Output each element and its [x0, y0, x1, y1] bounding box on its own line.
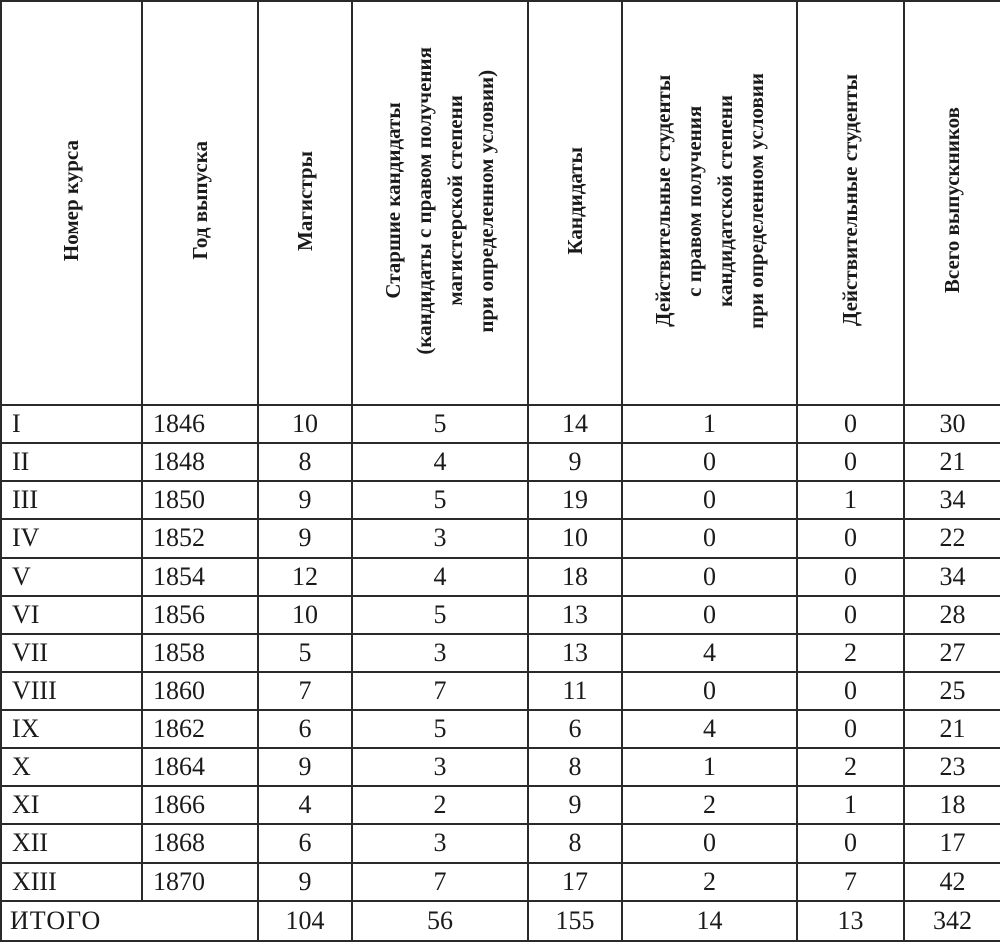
total-graduates-cell: 18	[904, 786, 1000, 824]
full-students-cell: 1	[797, 786, 904, 824]
total-graduates-cell: 30	[904, 405, 1000, 443]
table-row	[1, 519, 1000, 557]
senior-candidates-cell: 3	[352, 824, 528, 862]
full-students-cell: 0	[797, 672, 904, 710]
year-cell: 1856	[142, 596, 258, 634]
total-all-graduates: 342	[904, 901, 1000, 941]
masters-cell: 9	[258, 863, 352, 901]
course-cell: IV	[1, 519, 142, 557]
table-row	[1, 443, 1000, 481]
course-cell: V	[1, 558, 142, 596]
total-graduates-cell: 34	[904, 481, 1000, 519]
senior-candidates-cell: 5	[352, 710, 528, 748]
full-students-conditional-cell: 2	[622, 863, 797, 901]
header-candidates: Кандидаты	[528, 1, 622, 405]
full-students-conditional-cell: 4	[622, 634, 797, 672]
full-students-conditional-cell: 0	[622, 481, 797, 519]
total-graduates-cell: 28	[904, 596, 1000, 634]
masters-cell: 7	[258, 672, 352, 710]
full-students-conditional-cell: 0	[622, 596, 797, 634]
table-row	[1, 748, 1000, 786]
header-course-number: Номер курса	[1, 1, 142, 405]
full-students-conditional-cell: 0	[622, 672, 797, 710]
table-row	[1, 672, 1000, 710]
total-full-students: 13	[797, 901, 904, 941]
year-cell: 1848	[142, 443, 258, 481]
course-cell: II	[1, 443, 142, 481]
full-students-conditional-cell: 0	[622, 519, 797, 557]
total-graduates-cell: 42	[904, 863, 1000, 901]
masters-cell: 6	[258, 710, 352, 748]
senior-candidates-cell: 5	[352, 405, 528, 443]
candidates-cell: 11	[528, 672, 622, 710]
year-cell: 1850	[142, 481, 258, 519]
full-students-cell: 2	[797, 634, 904, 672]
full-students-cell: 0	[797, 710, 904, 748]
header-masters: Магистры	[258, 1, 352, 405]
year-cell: 1860	[142, 672, 258, 710]
total-row	[1, 901, 1000, 941]
course-cell: IX	[1, 710, 142, 748]
full-students-conditional-cell: 0	[622, 558, 797, 596]
senior-candidates-cell: 7	[352, 863, 528, 901]
total-graduates-cell: 22	[904, 519, 1000, 557]
course-cell: X	[1, 748, 142, 786]
total-graduates-cell: 21	[904, 710, 1000, 748]
course-cell: XII	[1, 824, 142, 862]
full-students-cell: 0	[797, 519, 904, 557]
senior-candidates-cell: 3	[352, 519, 528, 557]
header-full-students-conditional: Действительные студенты с правом получения кандидатской степени при определенном условии	[622, 1, 797, 405]
masters-cell: 4	[258, 786, 352, 824]
masters-cell: 9	[258, 748, 352, 786]
full-students-conditional-cell: 1	[622, 405, 797, 443]
full-students-conditional-cell: 0	[622, 443, 797, 481]
candidates-cell: 9	[528, 786, 622, 824]
candidates-cell: 19	[528, 481, 622, 519]
candidates-cell: 13	[528, 596, 622, 634]
total-graduates-cell: 25	[904, 672, 1000, 710]
full-students-cell: 0	[797, 596, 904, 634]
full-students-cell: 2	[797, 748, 904, 786]
candidates-cell: 14	[528, 405, 622, 443]
year-cell: 1864	[142, 748, 258, 786]
table-row	[1, 405, 1000, 443]
course-cell: VIII	[1, 672, 142, 710]
full-students-cell: 0	[797, 443, 904, 481]
senior-candidates-cell: 3	[352, 748, 528, 786]
total-masters: 104	[258, 901, 352, 941]
year-cell: 1854	[142, 558, 258, 596]
full-students-conditional-cell: 2	[622, 786, 797, 824]
course-cell: III	[1, 481, 142, 519]
full-students-cell: 0	[797, 405, 904, 443]
full-students-cell: 0	[797, 558, 904, 596]
header-graduation-year: Год выпуска	[142, 1, 258, 405]
header-total-graduates: Всего выпускников	[904, 1, 1000, 405]
course-cell: XIII	[1, 863, 142, 901]
course-cell: XI	[1, 786, 142, 824]
year-cell: 1846	[142, 405, 258, 443]
total-senior-candidates: 56	[352, 901, 528, 941]
masters-cell: 9	[258, 519, 352, 557]
table-row	[1, 596, 1000, 634]
year-cell: 1866	[142, 786, 258, 824]
senior-candidates-cell: 4	[352, 558, 528, 596]
masters-cell: 10	[258, 596, 352, 634]
year-cell: 1862	[142, 710, 258, 748]
senior-candidates-cell: 3	[352, 634, 528, 672]
total-graduates-cell: 23	[904, 748, 1000, 786]
candidates-cell: 17	[528, 863, 622, 901]
table-row	[1, 558, 1000, 596]
masters-cell: 8	[258, 443, 352, 481]
masters-cell: 12	[258, 558, 352, 596]
candidates-cell: 10	[528, 519, 622, 557]
full-students-cell: 7	[797, 863, 904, 901]
full-students-cell: 0	[797, 824, 904, 862]
masters-cell: 9	[258, 481, 352, 519]
header-row	[1, 1, 1000, 405]
senior-candidates-cell: 2	[352, 786, 528, 824]
masters-cell: 10	[258, 405, 352, 443]
candidates-cell: 13	[528, 634, 622, 672]
total-candidates: 155	[528, 901, 622, 941]
senior-candidates-cell: 5	[352, 481, 528, 519]
candidates-cell: 8	[528, 748, 622, 786]
senior-candidates-cell: 7	[352, 672, 528, 710]
total-graduates-cell: 17	[904, 824, 1000, 862]
year-cell: 1852	[142, 519, 258, 557]
table-row	[1, 481, 1000, 519]
total-full-students-conditional: 14	[622, 901, 797, 941]
total-graduates-cell: 34	[904, 558, 1000, 596]
course-cell: VI	[1, 596, 142, 634]
full-students-conditional-cell: 4	[622, 710, 797, 748]
full-students-cell: 1	[797, 481, 904, 519]
full-students-conditional-cell: 1	[622, 748, 797, 786]
table-row	[1, 710, 1000, 748]
table-row	[1, 634, 1000, 672]
year-cell: 1858	[142, 634, 258, 672]
senior-candidates-cell: 5	[352, 596, 528, 634]
total-graduates-cell: 21	[904, 443, 1000, 481]
table-row	[1, 824, 1000, 862]
senior-candidates-cell: 4	[352, 443, 528, 481]
total-graduates-cell: 27	[904, 634, 1000, 672]
candidates-cell: 6	[528, 710, 622, 748]
total-label: ИТОГО	[1, 901, 258, 941]
year-cell: 1868	[142, 824, 258, 862]
masters-cell: 5	[258, 634, 352, 672]
course-cell: I	[1, 405, 142, 443]
header-senior-candidates: Старшие кандидаты (кандидаты с правом получения магистерской степени при определенном условии)	[352, 1, 528, 405]
candidates-cell: 8	[528, 824, 622, 862]
candidates-cell: 9	[528, 443, 622, 481]
table-row	[1, 786, 1000, 824]
course-cell: VII	[1, 634, 142, 672]
year-cell: 1870	[142, 863, 258, 901]
masters-cell: 6	[258, 824, 352, 862]
table-row	[1, 863, 1000, 901]
candidates-cell: 18	[528, 558, 622, 596]
full-students-conditional-cell: 0	[622, 824, 797, 862]
header-full-students: Действительные студенты	[797, 1, 904, 405]
